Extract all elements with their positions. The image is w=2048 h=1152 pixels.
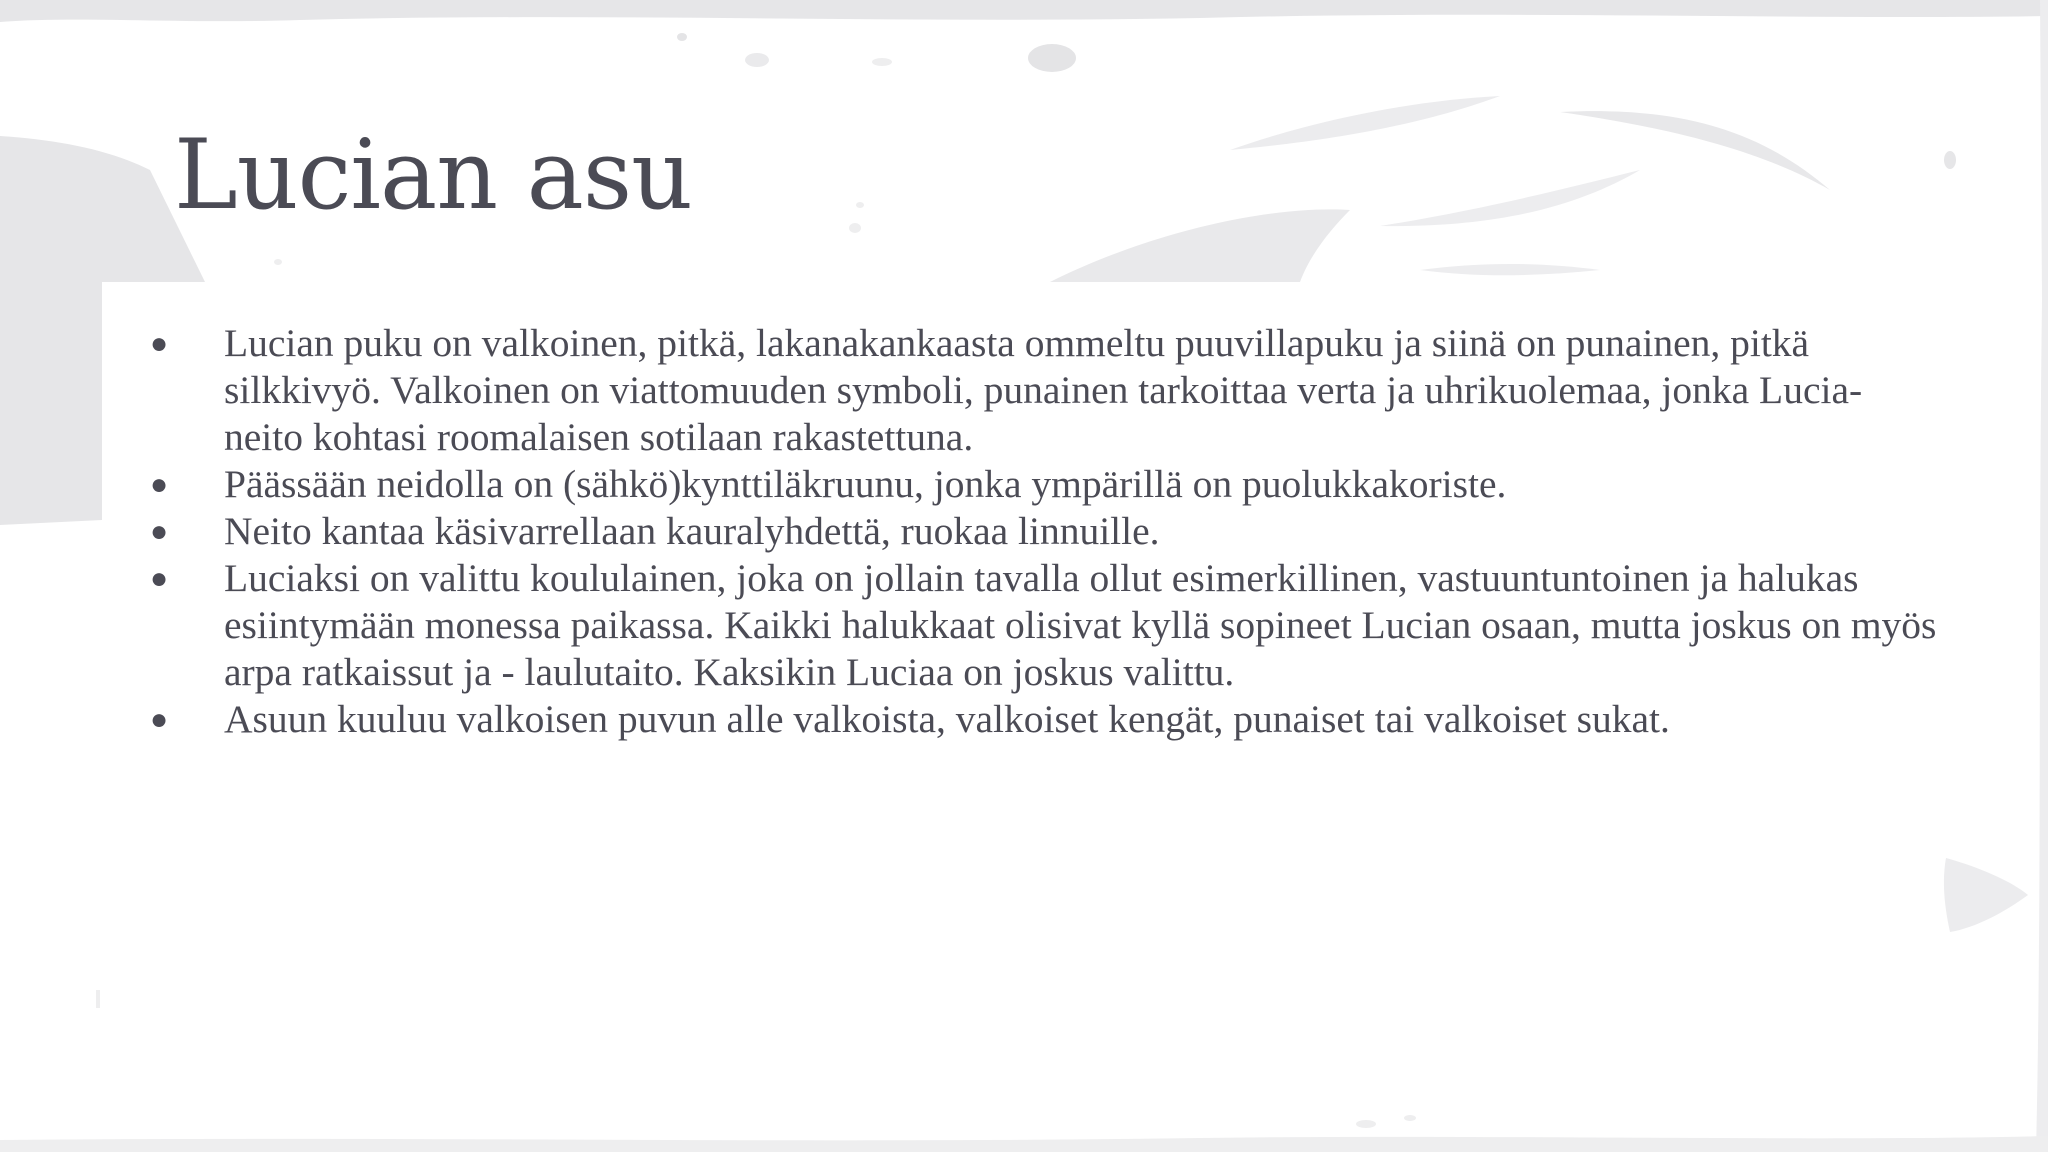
bullet-item — [140, 555, 1940, 696]
bullet-dot-icon: ● — [150, 468, 169, 501]
bullet-text: Luciaksi on valittu koululainen, joka on jollain tavalla ollut esimerkillinen, vastuuntuntoinen ja halukas esiintymään monessa paikassa. Kaikki halukkaat olisivat kyllä sopineet Lucian osaan, mutta joskus on myös arpa ratkaissut ja - laulutaito. Kaksikin Luciaa on joskus valittu. — [224, 556, 1937, 694]
bullet-item — [140, 508, 1940, 555]
bullet-dot-icon: ● — [150, 327, 169, 360]
bullet-text: Lucian puku on valkoinen, pitkä, lakanakankaasta ommeltu puuvillapuku ja siinä on punainen, pitkä silkkivyö. Valkoinen on viattomuuden symboli, punainen tarkoittaa verta ja uhrikuolemaa, jonka Lucia-neito kohtasi roomalaisen sotilaan rakastettuna. — [224, 321, 1863, 459]
bullet-item — [140, 320, 1940, 461]
slide-title: Lucian asu — [174, 119, 692, 231]
bullet-dot-icon: ● — [150, 562, 169, 595]
bullet-list — [140, 320, 1940, 743]
bullet-text: Asuun kuuluu valkoisen puvun alle valkoista, valkoiset kengät, punaiset tai valkoiset sukat. — [224, 697, 1670, 741]
bullet-item — [140, 696, 1940, 743]
bullet-dot-icon: ● — [150, 515, 169, 548]
bullet-item — [140, 461, 1940, 508]
bullet-text: Päässään neidolla on (sähkö)kynttiläkruunu, jonka ympärillä on puolukkakoriste. — [224, 462, 1507, 506]
bullet-dot-icon: ● — [150, 703, 169, 736]
bullet-text: Neito kantaa käsivarrellaan kauralyhdettä, ruokaa linnuille. — [224, 509, 1160, 553]
